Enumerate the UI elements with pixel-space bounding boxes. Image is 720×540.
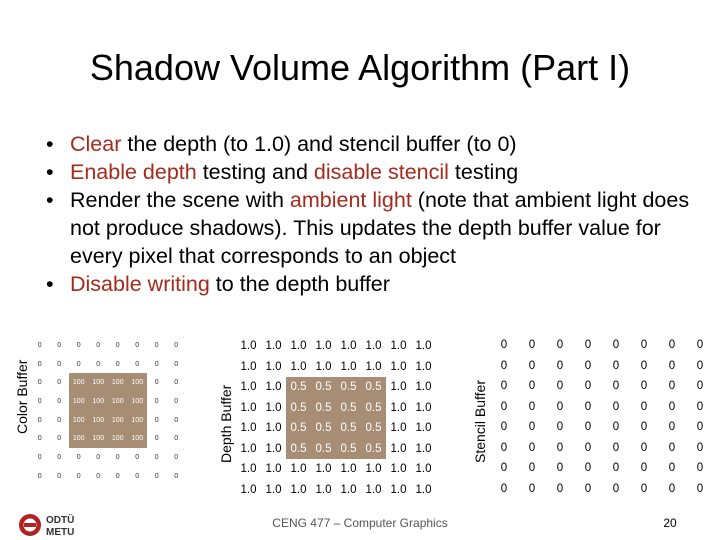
grid-row <box>490 376 714 397</box>
grid-row <box>30 467 186 486</box>
bullet-item <box>46 130 696 158</box>
grid-cell: 1.0 <box>240 463 257 476</box>
grid-cell: 1.0 <box>365 360 382 373</box>
grid-cell: 0 <box>76 472 81 480</box>
grid-cell: 1.0 <box>340 360 357 373</box>
grid-cell: 0 <box>500 400 508 413</box>
grid-cell: 0 <box>612 339 620 352</box>
grid-row <box>30 411 186 430</box>
grid-cell: 1.0 <box>265 483 282 496</box>
grid-cell: 0 <box>584 482 592 495</box>
grid-cell: 100 <box>108 429 128 448</box>
grid-cell: 0.5 <box>286 439 311 460</box>
grid-row <box>236 459 436 480</box>
grid-cell: 0 <box>612 400 620 413</box>
bullet-item <box>46 270 696 298</box>
grid-cell: 0 <box>696 462 704 475</box>
grid-cell: 0 <box>584 462 592 475</box>
grid-cell: 0 <box>556 421 564 434</box>
grid-cell: 100 <box>128 429 148 448</box>
footer-course: CENG 477 – Computer Graphics <box>272 516 448 530</box>
grid-cell: 0 <box>640 400 648 413</box>
highlighted-text: ambient light <box>289 188 412 212</box>
grid-cell: 0 <box>500 380 508 393</box>
grid-cell: 0 <box>556 441 564 454</box>
grid-cell: 0.5 <box>361 398 386 419</box>
grid-cell: 0 <box>76 453 81 461</box>
grid-cell: 0 <box>37 341 42 349</box>
grid-cell: 0 <box>154 453 159 461</box>
grid-cell: 1.0 <box>415 401 432 414</box>
grid-cell: 0 <box>612 462 620 475</box>
bullet-text: Render the scene with <box>70 188 290 212</box>
grid-cell: 1.0 <box>290 463 307 476</box>
grid-cell: 0 <box>96 453 101 461</box>
grid-cell: 1.0 <box>415 463 432 476</box>
grid-row <box>236 398 436 419</box>
grid-cell: 0 <box>57 472 62 480</box>
grid-cell: 0 <box>528 441 536 454</box>
grid-cell: 0 <box>76 341 81 349</box>
grid-cell: 0 <box>584 400 592 413</box>
grid-cell: 0 <box>584 339 592 352</box>
bullet-text: to the depth buffer <box>209 272 390 296</box>
grid-cell: 1.0 <box>240 483 257 496</box>
grid-cell: 0 <box>154 472 159 480</box>
grid-cell: 0 <box>57 453 62 461</box>
grid-cell: 0.5 <box>311 439 336 460</box>
grid-row <box>490 479 714 500</box>
grid-cell: 0 <box>668 359 676 372</box>
grid-cell: 0 <box>154 416 159 424</box>
grid-cell: 0 <box>154 360 159 368</box>
grid-cell: 1.0 <box>390 442 407 455</box>
grid-cell: 1.0 <box>365 340 382 353</box>
grid-cell: 1.0 <box>240 360 257 373</box>
grid-cell: 0 <box>668 441 676 454</box>
grid-cell: 0 <box>584 359 592 372</box>
logo-line-metu: METU <box>46 527 75 538</box>
grid-cell: 1.0 <box>315 360 332 373</box>
grid-row <box>236 480 436 501</box>
grid-row <box>30 392 186 411</box>
grid-cell: 0 <box>174 360 179 368</box>
logo-line-odtu: ODTÜ <box>46 515 75 526</box>
highlighted-text: Clear <box>70 132 122 156</box>
grid-cell: 0 <box>668 380 676 393</box>
grid-cell: 1.0 <box>315 483 332 496</box>
grid-cell: 0 <box>115 453 120 461</box>
grid-cell: 100 <box>108 373 128 392</box>
grid-cell: 1.0 <box>265 381 282 394</box>
grid-cell: 1.0 <box>340 340 357 353</box>
grid-row <box>30 373 186 392</box>
grid-cell: 0 <box>500 462 508 475</box>
grid-cell: 0 <box>640 421 648 434</box>
grid-cell: 0 <box>556 339 564 352</box>
highlighted-text: disable stencil <box>313 160 449 184</box>
grid-cell: 1.0 <box>240 381 257 394</box>
grid-cell: 1.0 <box>315 340 332 353</box>
grid-cell: 0 <box>57 416 62 424</box>
grid-cell: 1.0 <box>240 422 257 435</box>
grid-cell: 0 <box>174 472 179 480</box>
grid-cell: 0 <box>612 359 620 372</box>
grid-row <box>30 429 186 448</box>
grid-cell: 0 <box>500 482 508 495</box>
grid-cell: 1.0 <box>415 483 432 496</box>
grid-cell: 0 <box>174 435 179 443</box>
grid-cell: 0 <box>640 482 648 495</box>
grid-row <box>236 357 436 378</box>
grid-cell: 0.5 <box>361 418 386 439</box>
grid-cell: 0 <box>528 400 536 413</box>
grid-cell: 0 <box>174 379 179 387</box>
bullet-text: testing and <box>196 160 314 184</box>
grid-row <box>236 377 436 398</box>
grid-cell: 0.5 <box>286 377 311 398</box>
grid-cell: 1.0 <box>265 442 282 455</box>
grid-cell: 1.0 <box>240 442 257 455</box>
grid-cell: 0 <box>115 360 120 368</box>
depth-buffer-grid <box>236 336 436 500</box>
page-number: 20 <box>663 516 677 530</box>
grid-cell: 0 <box>154 341 159 349</box>
grid-cell: 1.0 <box>265 401 282 414</box>
grid-cell: 0 <box>696 441 704 454</box>
grid-cell: 1.0 <box>240 340 257 353</box>
grid-cell: 0.5 <box>336 439 361 460</box>
grid-cell: 0 <box>528 421 536 434</box>
grid-cell: 0 <box>696 339 704 352</box>
grid-cell: 0 <box>174 397 179 405</box>
stencil-buffer-grid <box>490 335 714 499</box>
grid-cell: 0 <box>500 421 508 434</box>
grid-cell: 0 <box>696 380 704 393</box>
grid-row <box>236 336 436 357</box>
grid-cell: 0 <box>57 435 62 443</box>
grid-cell: 1.0 <box>390 401 407 414</box>
grid-cell: 0 <box>640 462 648 475</box>
depth-buffer-label: Depth Buffer <box>218 384 234 463</box>
grid-row <box>30 336 186 355</box>
grid-cell: 0.5 <box>336 418 361 439</box>
grid-cell: 0 <box>135 453 140 461</box>
grid-row <box>490 356 714 377</box>
grid-cell: 1.0 <box>390 483 407 496</box>
grid-row <box>236 439 436 460</box>
grid-cell: 0 <box>668 421 676 434</box>
grid-cell: 0 <box>556 359 564 372</box>
grid-cell: 0 <box>612 421 620 434</box>
grid-cell: 0 <box>154 379 159 387</box>
grid-cell: 0 <box>57 360 62 368</box>
grid-cell: 100 <box>128 392 148 411</box>
grid-cell: 0 <box>584 421 592 434</box>
grid-cell: 0.5 <box>311 398 336 419</box>
grid-cell: 0 <box>584 441 592 454</box>
bullet-item <box>46 186 696 270</box>
grid-cell: 0 <box>154 397 159 405</box>
grid-cell: 0 <box>612 482 620 495</box>
grid-cell: 0 <box>556 482 564 495</box>
grid-cell: 1.0 <box>315 463 332 476</box>
grid-cell: 1.0 <box>390 422 407 435</box>
grid-cell: 0.5 <box>311 418 336 439</box>
grid-cell: 0 <box>115 341 120 349</box>
grid-cell: 1.0 <box>290 360 307 373</box>
grid-cell: 0.5 <box>336 377 361 398</box>
grid-cell: 100 <box>89 411 109 430</box>
grid-cell: 1.0 <box>340 463 357 476</box>
grid-cell: 1.0 <box>415 360 432 373</box>
grid-cell: 100 <box>69 429 89 448</box>
grid-cell: 0 <box>135 472 140 480</box>
grid-cell: 0 <box>37 453 42 461</box>
bullet-item <box>46 158 696 186</box>
grid-cell: 100 <box>89 429 109 448</box>
grid-cell: 0 <box>500 441 508 454</box>
bullet-list <box>46 130 696 298</box>
grid-cell: 0.5 <box>336 398 361 419</box>
grid-cell: 0.5 <box>311 377 336 398</box>
grid-cell: 0.5 <box>361 377 386 398</box>
grid-cell: 0 <box>37 379 42 387</box>
grid-cell: 1.0 <box>390 381 407 394</box>
grid-cell: 1.0 <box>415 381 432 394</box>
grid-cell: 1.0 <box>265 463 282 476</box>
grid-cell: 0 <box>640 339 648 352</box>
grid-cell: 100 <box>89 373 109 392</box>
grid-cell: 0 <box>668 339 676 352</box>
grid-cell: 0.5 <box>286 398 311 419</box>
grid-cell: 0 <box>174 416 179 424</box>
grid-cell: 100 <box>128 373 148 392</box>
grid-cell: 0 <box>528 380 536 393</box>
grid-cell: 1.0 <box>290 340 307 353</box>
grid-cell: 0 <box>696 421 704 434</box>
stencil-buffer-label: Stencil Buffer <box>472 379 488 463</box>
grid-cell: 0 <box>640 441 648 454</box>
grid-row <box>490 397 714 418</box>
grid-cell: 1.0 <box>265 422 282 435</box>
grid-cell: 0 <box>37 435 42 443</box>
slide-title: Shadow Volume Algorithm (Part I) <box>89 47 631 88</box>
grid-cell: 0 <box>37 397 42 405</box>
grid-cell: 1.0 <box>340 483 357 496</box>
grid-row <box>490 335 714 356</box>
grid-cell: 1.0 <box>390 463 407 476</box>
grid-cell: 1.0 <box>365 483 382 496</box>
grid-cell: 0 <box>556 462 564 475</box>
grid-cell: 0 <box>696 359 704 372</box>
grid-row <box>236 418 436 439</box>
grid-row <box>490 458 714 479</box>
bullet-text: the depth (to 1.0) and stencil buffer (to 0) <box>121 132 517 156</box>
grid-row <box>490 438 714 459</box>
grid-cell: 1.0 <box>415 340 432 353</box>
grid-cell: 0 <box>584 380 592 393</box>
grid-cell: 0 <box>96 360 101 368</box>
grid-row <box>490 417 714 438</box>
bullet-text: testing <box>448 160 519 184</box>
grid-cell: 100 <box>69 392 89 411</box>
color-buffer-label: Color Buffer <box>14 359 30 434</box>
grid-cell: 0 <box>612 380 620 393</box>
grid-cell: 0 <box>612 441 620 454</box>
grid-cell: 0 <box>668 400 676 413</box>
grid-cell: 1.0 <box>240 401 257 414</box>
grid-cell: 0 <box>174 453 179 461</box>
grid-cell: 0 <box>37 416 42 424</box>
grid-cell: 100 <box>69 411 89 430</box>
grid-row <box>30 355 186 374</box>
grid-cell: 0 <box>154 435 159 443</box>
grid-cell: 1.0 <box>390 360 407 373</box>
highlighted-text: Disable writing <box>70 272 210 296</box>
grid-cell: 1.0 <box>415 442 432 455</box>
grid-cell: 0 <box>57 341 62 349</box>
grid-cell: 100 <box>69 373 89 392</box>
grid-row <box>30 448 186 467</box>
grid-cell: 0 <box>556 400 564 413</box>
grid-cell: 0 <box>57 379 62 387</box>
grid-cell: 0 <box>696 400 704 413</box>
grid-cell: 0 <box>640 380 648 393</box>
grid-cell: 0 <box>528 359 536 372</box>
grid-cell: 0 <box>668 482 676 495</box>
grid-cell: 1.0 <box>390 340 407 353</box>
grid-cell: 0 <box>96 472 101 480</box>
grid-cell: 0 <box>528 482 536 495</box>
grid-cell: 0 <box>135 341 140 349</box>
grid-cell: 0 <box>37 472 42 480</box>
grid-cell: 0.5 <box>286 418 311 439</box>
grid-cell: 0 <box>135 360 140 368</box>
grid-cell: 0 <box>668 462 676 475</box>
grid-cell: 1.0 <box>290 483 307 496</box>
grid-cell: 1.0 <box>365 463 382 476</box>
grid-cell: 0 <box>696 482 704 495</box>
grid-cell: 0 <box>57 397 62 405</box>
grid-cell: 100 <box>108 392 128 411</box>
grid-cell: 0 <box>174 341 179 349</box>
grid-cell: 0.5 <box>361 439 386 460</box>
grid-cell: 0 <box>528 339 536 352</box>
grid-cell: 0 <box>115 472 120 480</box>
bullet-text: (note that ambient light does not produce shadows). This updates the depth buffer value for every pixel that corresponds to an object <box>70 188 690 268</box>
grid-cell: 0 <box>500 339 508 352</box>
grid-cell: 0 <box>500 359 508 372</box>
grid-cell: 100 <box>89 392 109 411</box>
grid-cell: 1.0 <box>415 422 432 435</box>
grid-cell: 0 <box>528 462 536 475</box>
grid-cell: 0 <box>640 359 648 372</box>
grid-cell: 1.0 <box>265 340 282 353</box>
grid-cell: 100 <box>128 411 148 430</box>
grid-cell: 100 <box>108 411 128 430</box>
grid-cell: 0 <box>96 341 101 349</box>
grid-cell: 1.0 <box>265 360 282 373</box>
color-buffer-grid <box>30 336 186 486</box>
grid-cell: 0 <box>76 360 81 368</box>
grid-cell: 0 <box>37 360 42 368</box>
highlighted-text: Enable depth <box>70 160 197 184</box>
grid-cell: 0 <box>556 380 564 393</box>
